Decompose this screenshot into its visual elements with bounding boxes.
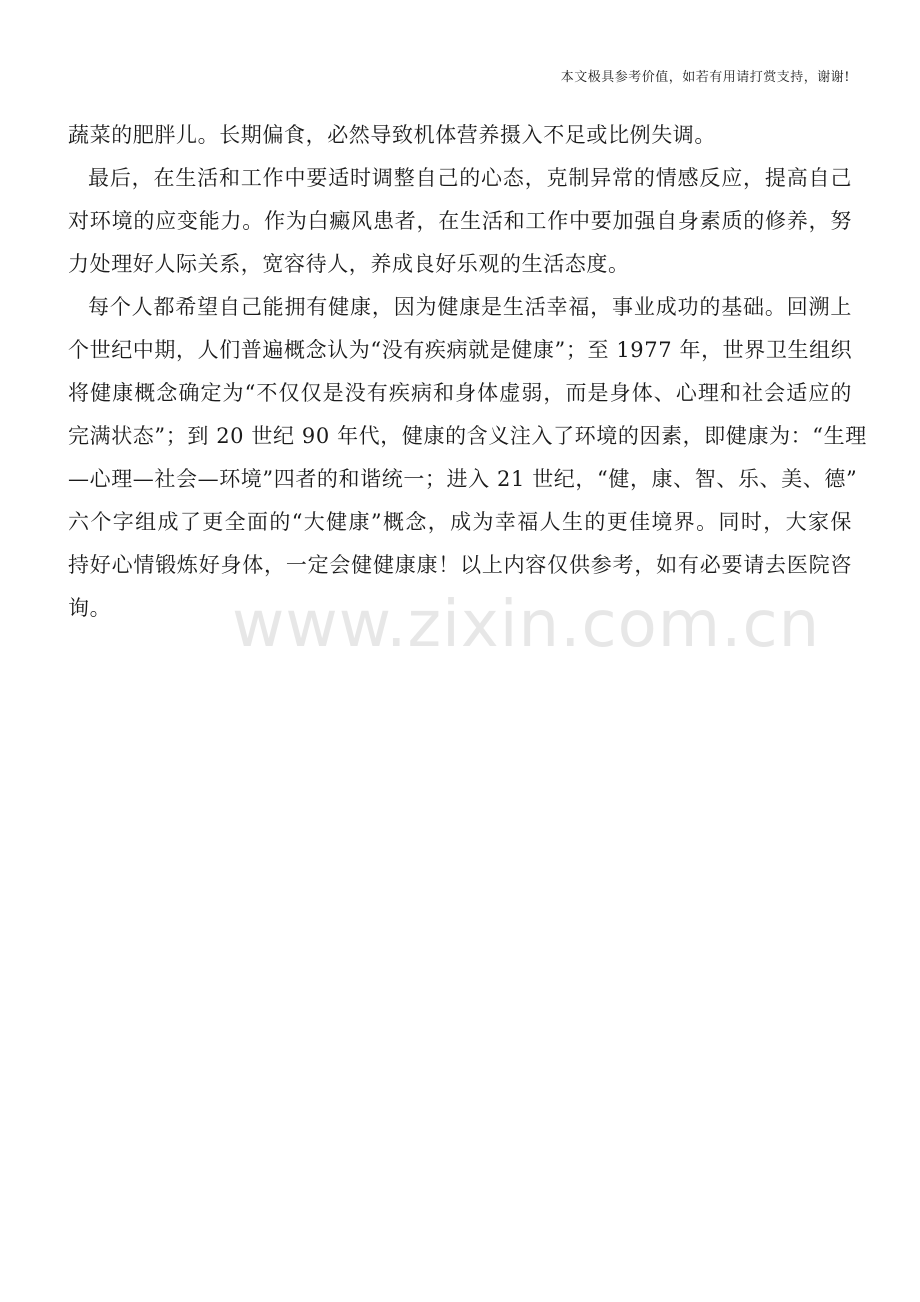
- paragraph: [68, 114, 852, 157]
- text-line: 将健康概念确定为“不仅仅是没有疾病和身体虚弱，而是身体、心理和社会适应的: [68, 381, 852, 405]
- text-line: 持好心情锻炼好身体，一定会健健康康！以上内容仅供参考，如有必要请去医院咨: [68, 553, 852, 577]
- text-line: 询。: [68, 596, 112, 620]
- paragraph: [68, 286, 867, 630]
- text-line: 个世纪中期，人们普遍概念认为“没有疾病就是健康”；至 1977 年，世界卫生组织: [68, 338, 853, 362]
- paragraph: [68, 157, 852, 286]
- text-line: 力处理好人际关系，宽容待人，养成良好乐观的生活态度。: [68, 252, 630, 276]
- text-line: 最后，在生活和工作中要适时调整自己的心态，克制异常的情感反应，提高自己: [88, 166, 852, 190]
- text-line: 六个字组成了更全面的“大健康”概念，成为幸福人生的更佳境界。同时，大家保: [68, 510, 852, 534]
- text-line: 对环境的应变能力。作为白癜风患者，在生活和工作中要加强自身素质的修养，努: [68, 209, 852, 233]
- text-line: 完满状态”；到 20 世纪 90 年代，健康的含义注入了环境的因素，即健康为：“生理: [68, 424, 867, 448]
- text-line: —心理—社会—环境”四者的和谐统一；进入 21 世纪，“健，康、智、乐、美、德”: [68, 467, 858, 491]
- text-line: 蔬菜的肥胖儿。长期偏食，必然导致机体营养摄入不足或比例失调。: [68, 123, 716, 147]
- header-note: 本文极具参考价值，如若有用请打赏支持，谢谢!: [560, 70, 850, 85]
- document-body: [68, 114, 867, 630]
- text-line: 每个人都希望自己能拥有健康，因为健康是生活幸福，事业成功的基础。回溯上: [88, 295, 852, 319]
- watermark: www.zixin.com.cn: [232, 588, 821, 662]
